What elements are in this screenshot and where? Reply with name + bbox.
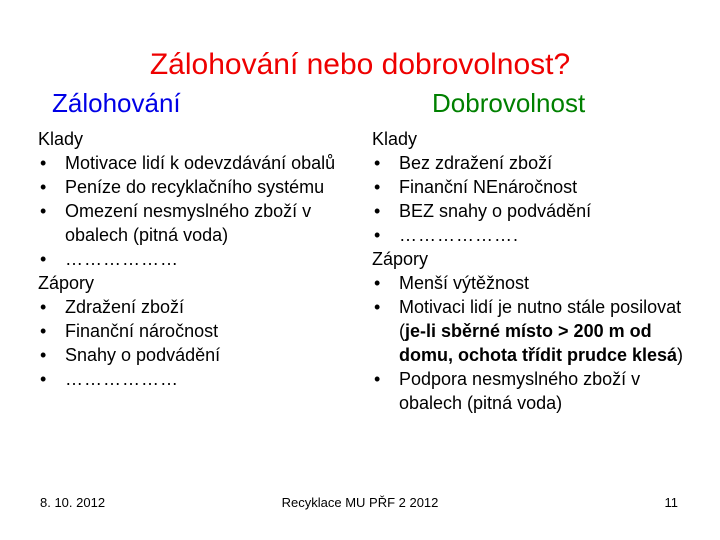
footer-title: Recyklace MU PŘF 2 2012 [281,495,439,510]
motivation-text: Motivaci lidí je nutno stále posilovat ( [399,297,682,341]
list-item: • Snahy o podvádění [38,343,358,367]
left-pros-label: Klady [38,129,84,149]
heading-dobrovolnost: Dobrovolnost [432,88,586,118]
list-item: • ……………… [38,247,358,271]
footer-date: 8. 10. 2012 [40,495,106,510]
slide-title: Zálohování nebo dobrovolnost? [149,48,571,81]
list-item: • Peníze do recyklačního systému [38,175,358,199]
list-item: • ……………… [38,367,358,391]
left-cons-label: Zápory [38,273,95,293]
heading-zalohovani: Zálohování [52,88,181,118]
list-item: • Finanční NEnáročnost [372,175,692,199]
list-item [372,295,692,367]
list-item: • Motivace lidí k odevzdávání obalů [38,151,358,175]
right-cons-list [372,271,692,415]
list-item: • Podpora nesmyslného zboží v obalech (pitná voda) [372,367,692,415]
distance-note: je-li sběrné místo > 200 m od domu, ochota třídit prudce klesá [399,321,678,365]
list-item: • Omezení nesmyslného zboží v obalech (pitná voda) [38,199,358,247]
page-number: 11 [664,495,678,510]
right-pros-label: Klady [372,129,418,149]
list-item: • Finanční náročnost [38,319,358,343]
list-item: • ………………. [372,223,692,247]
right-pros-list [372,151,692,247]
list-item: • Bez zdražení zboží [372,151,692,175]
list-item: • BEZ snahy o podvádění [372,199,692,223]
right-cons-label: Zápory [372,249,429,269]
list-item: • Menší výtěžnost [372,271,692,295]
left-pros-list [38,151,358,271]
left-column [38,127,358,391]
closing-paren: ) [677,345,684,365]
left-cons-list [38,295,358,391]
right-column [372,127,692,415]
list-item: • Zdražení zboží [38,295,358,319]
